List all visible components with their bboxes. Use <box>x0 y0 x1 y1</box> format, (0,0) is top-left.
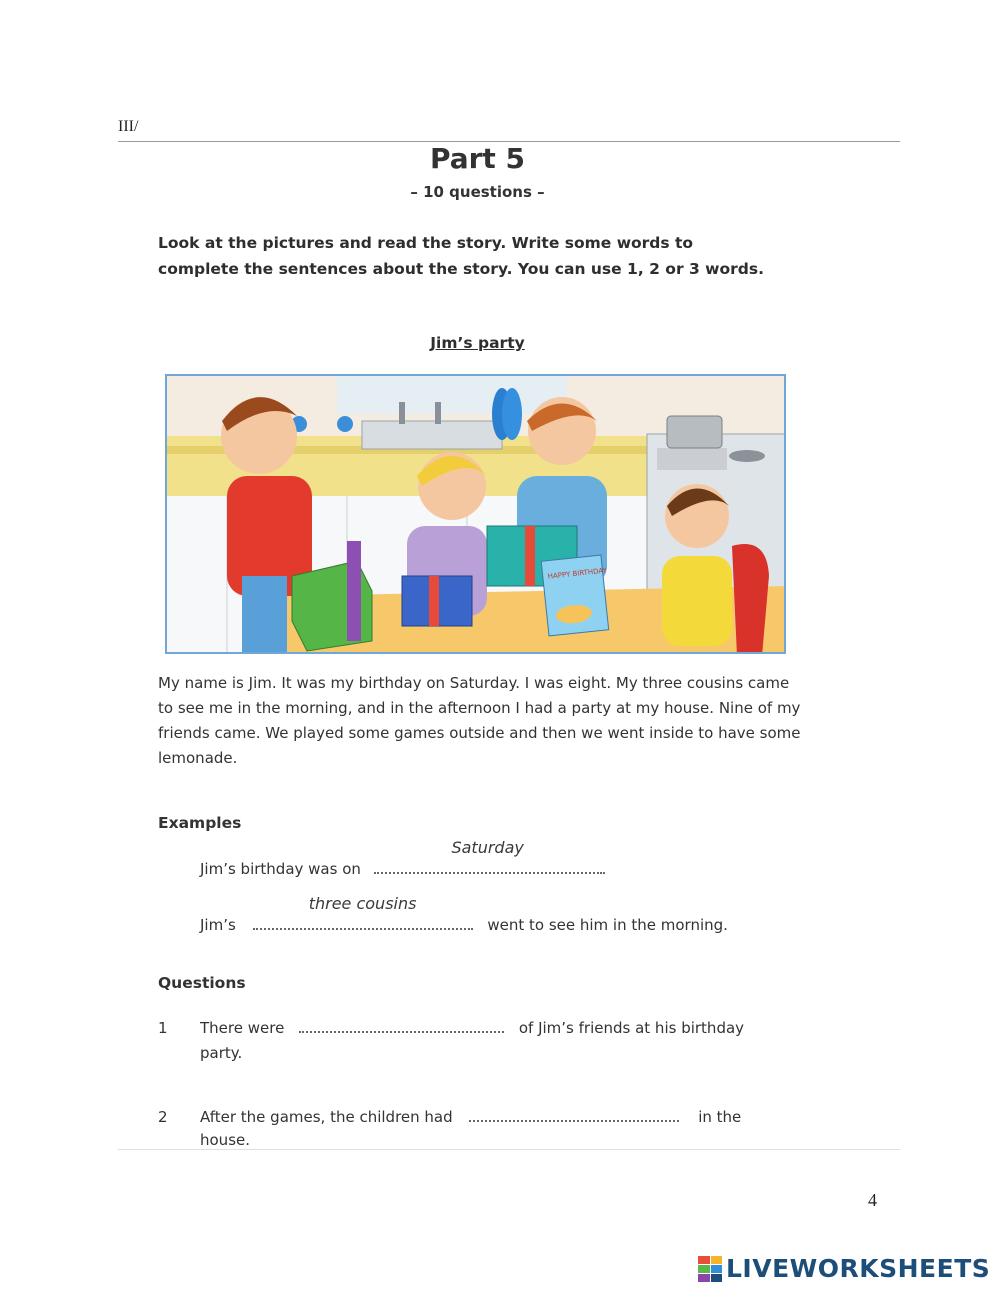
logo-block-purple <box>698 1274 710 1282</box>
examples-heading: Examples <box>158 814 242 832</box>
question-1-suffix: of Jim’s friends at his birthday <box>518 1019 745 1037</box>
question-2-answer-input[interactable] <box>469 1106 679 1122</box>
liveworksheets-logo-icon <box>698 1256 722 1282</box>
brand-watermark <box>698 1254 990 1283</box>
question-2-suffix: in the <box>698 1108 742 1126</box>
example-2-prompt: Jim’s <box>200 916 236 934</box>
question-2-prompt: After the games, the children had <box>200 1108 453 1126</box>
example-1-answer-blank <box>374 838 602 874</box>
page-subtitle: – 10 questions – <box>410 183 545 201</box>
section-marker: III/ <box>118 118 139 135</box>
example-2-suffix: went to see him in the morning. <box>487 916 728 934</box>
story-illustration <box>165 374 786 654</box>
question-1-number: 1 <box>158 1019 168 1037</box>
example-1 <box>200 838 607 878</box>
questions-heading: Questions <box>158 974 246 992</box>
question-1 <box>158 1017 744 1037</box>
logo-block-red <box>698 1256 710 1264</box>
question-2 <box>158 1106 741 1126</box>
logo-block-blue <box>711 1265 723 1273</box>
page-number: 4 <box>868 1190 877 1210</box>
logo-block-navy <box>711 1274 723 1282</box>
example-1-prompt: Jim’s birthday was on <box>200 860 361 878</box>
card-text: HAPPY BIRTHDAY <box>547 566 608 581</box>
example-2 <box>200 894 728 934</box>
story-title: Jim’s party <box>430 334 525 352</box>
question-2-number: 2 <box>158 1108 168 1126</box>
bottom-divider <box>118 1149 900 1150</box>
example-1-answer: Saturday <box>451 838 524 857</box>
kitchen-party-image <box>167 376 786 654</box>
example-2-answer: three cousins <box>308 894 417 913</box>
instructions-text: Look at the pictures and read the story. Write some words to complete the sentences about the story. You can use 1, 2 or 3 words. <box>158 234 764 278</box>
logo-block-yellow <box>711 1256 723 1264</box>
example-2-answer-blank <box>253 894 473 930</box>
page-title: Part 5 <box>429 142 526 175</box>
question-2-continuation: house. <box>200 1131 251 1149</box>
logo-block-green <box>698 1265 710 1273</box>
story-paragraph: My name is Jim. It was my birthday on Saturday. I was eight. My three cousins came to see me in the morning, and in the afternoon I had a party at my house. Nine of my friends came. We played some games outside and then we went inside to have some lemonade. <box>158 674 801 767</box>
example-1-suffix: . <box>601 860 607 878</box>
question-1-answer-input[interactable] <box>299 1017 504 1033</box>
question-1-prompt: There were <box>200 1019 285 1037</box>
brand-name: LIVEWORKSHEETS <box>726 1254 991 1283</box>
question-1-continuation: party. <box>200 1044 243 1062</box>
